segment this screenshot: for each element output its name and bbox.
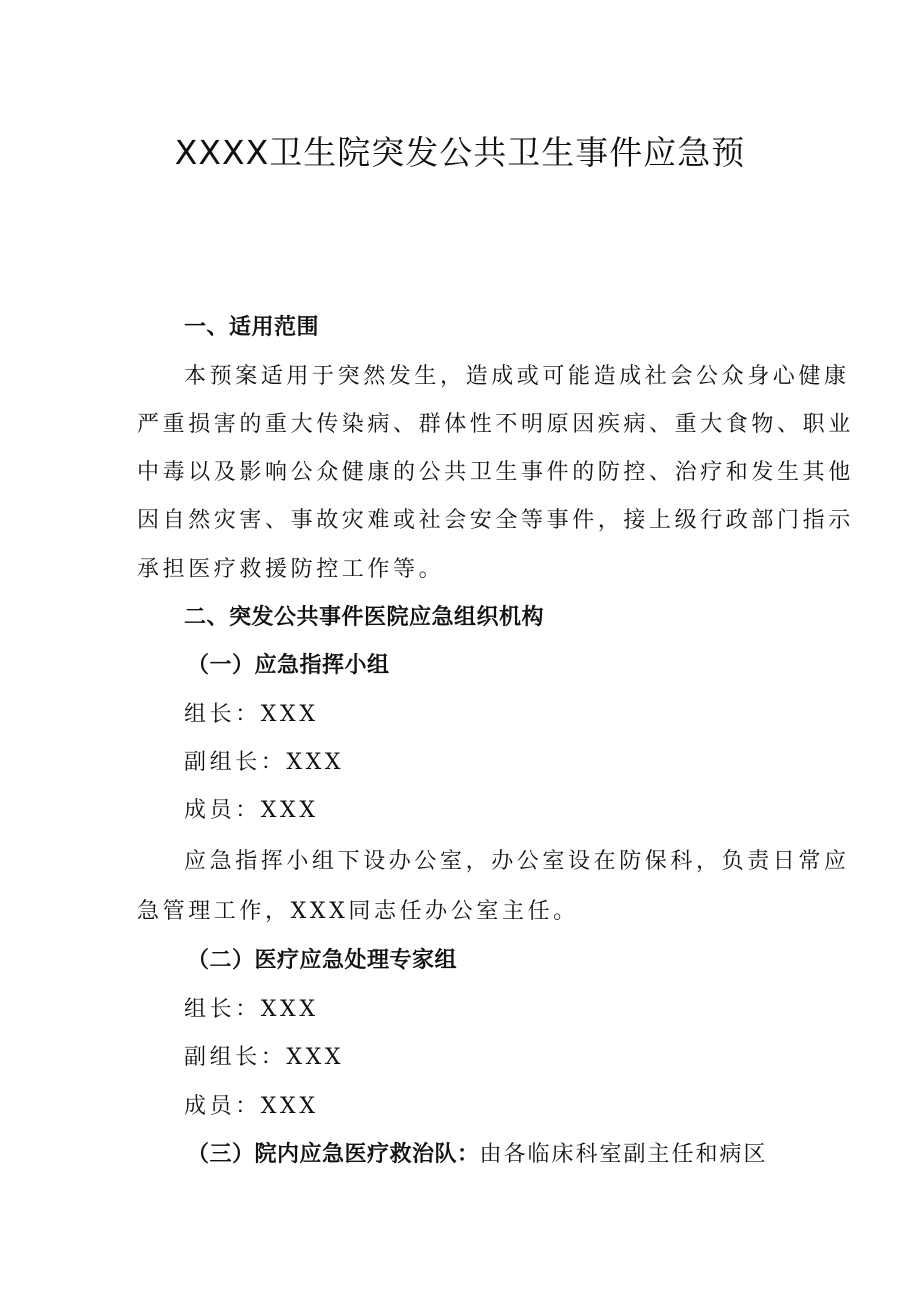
group1-note-line: 应急指挥小组下设办公室，办公室设在防保科，负责日常应 [184, 849, 850, 874]
section1-para-line: 因自然灾害、事故灾难或社会安全等事件，接上级行政部门指示 [137, 508, 854, 533]
group2-heading: （二）医疗应急处理专家组 [187, 948, 458, 973]
group1-members: 成员：XXX [184, 798, 319, 823]
section1-para-line: 严重损害的重大传染病、群体性不明原因疾病、重大食物、职业 [137, 412, 854, 437]
group2-members: 成员：XXX [184, 1094, 319, 1119]
group2-deputy: 副组长：XXX [184, 1045, 345, 1070]
section2-heading: 二、突发公共事件医院应急组织机构 [184, 605, 545, 630]
group2-leader: 组长：XXX [184, 997, 319, 1022]
group3-line [187, 1140, 768, 1170]
section1-para-line: 承担医疗救援防控工作等。 [137, 557, 445, 582]
section1-para-line: 中毒以及影响公众健康的公共卫生事件的防控、治疗和发生其他 [137, 460, 854, 485]
group1-heading: （一）应急指挥小组 [187, 653, 390, 678]
group3-text: 由各临床科室副主任和病区 [479, 1142, 768, 1167]
group3-heading: （三）院内应急医疗救治队： [187, 1142, 480, 1167]
group1-note-line: 急管理工作，XXX同志任办公室主任。 [137, 899, 579, 924]
section1-para-line: 本预案适用于突然发生，造成或可能造成社会公众身心健康 [184, 364, 850, 389]
group1-leader: 组长：XXX [184, 702, 319, 727]
group1-deputy: 副组长：XXX [184, 750, 345, 775]
section1-heading: 一、适用范围 [184, 315, 320, 340]
document-title: XXXX卫生院突发公共卫生事件应急预 [174, 133, 746, 172]
